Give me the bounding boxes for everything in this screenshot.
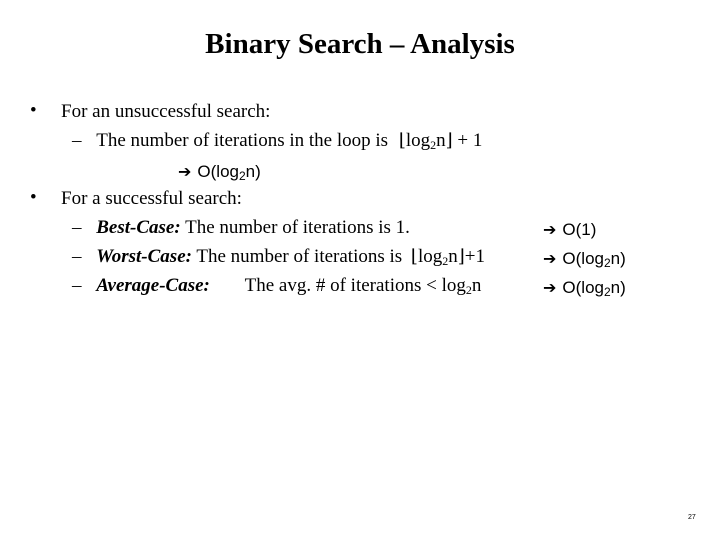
result-post: n) — [610, 249, 626, 268]
unsuccessful-result — [178, 160, 261, 184]
log-base: 2 — [465, 283, 472, 297]
dash: – — [72, 246, 82, 267]
dash: – — [72, 217, 82, 238]
unsuccessful-iterations-line — [72, 129, 482, 153]
page-number: 27 — [688, 514, 696, 521]
arrow-icon: ➔ — [543, 249, 557, 268]
result-post: n) — [245, 162, 261, 181]
log-text: log — [417, 246, 443, 267]
result-pre: O(log — [562, 249, 604, 268]
floor-left-symbol: ⌊ — [410, 246, 418, 267]
plus-one: + 1 — [457, 130, 483, 151]
bullet-marker: • — [30, 100, 37, 121]
result-sub: 2 — [603, 256, 611, 270]
slide-title: Binary Search – Analysis — [205, 28, 515, 60]
best-case-result — [543, 218, 596, 242]
best-case-label: Best-Case: — [96, 217, 181, 238]
average-case-line — [72, 274, 481, 298]
n-text: n — [448, 246, 458, 267]
unsuccessful-text: The number of iterations in the loop is — [96, 130, 389, 151]
result-pre: O(log — [197, 162, 239, 181]
average-case-label: Average-Case: — [96, 275, 210, 296]
best-case-text: The number of iterations is 1. — [185, 217, 410, 238]
floor-right-symbol: ⌋ — [457, 246, 465, 267]
best-case-line — [72, 216, 410, 240]
result-pre: O(log — [562, 278, 604, 297]
n-text: n — [436, 130, 446, 151]
worst-case-label: Worst-Case: — [96, 246, 192, 267]
average-case-result — [543, 276, 626, 300]
dash: – — [72, 130, 82, 151]
log-base: 2 — [442, 254, 449, 268]
plus-one: +1 — [464, 246, 485, 267]
floor-right-symbol: ⌋ — [445, 130, 453, 151]
result-sub: 2 — [603, 285, 611, 299]
bullet-successful: For a successful search: — [61, 188, 242, 209]
arrow-icon: ➔ — [543, 220, 557, 239]
worst-case-line — [72, 245, 485, 269]
bullet-marker: • — [30, 187, 37, 208]
result-post: n) — [610, 278, 626, 297]
worst-case-text: The number of iterations is — [196, 246, 403, 267]
n-text: n — [471, 275, 482, 296]
arrow-icon: ➔ — [178, 162, 192, 181]
bullet-unsuccessful: For an unsuccessful search: — [61, 101, 271, 122]
result-sub: 2 — [238, 169, 246, 183]
dash: – — [72, 275, 82, 296]
log-text: log — [405, 130, 431, 151]
arrow-icon: ➔ — [543, 278, 557, 297]
worst-case-result — [543, 247, 626, 271]
result-text: O(1) — [562, 220, 597, 239]
floor-left-symbol: ⌊ — [398, 130, 406, 151]
log-base: 2 — [430, 138, 437, 152]
average-case-text: The avg. # of iterations < log — [244, 275, 466, 296]
